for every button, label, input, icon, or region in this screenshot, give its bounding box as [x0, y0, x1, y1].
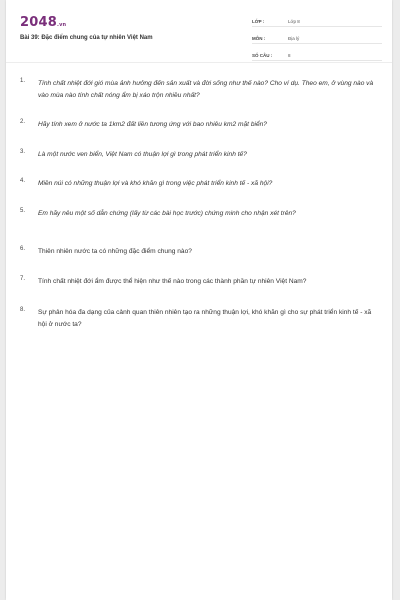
question-item	[20, 246, 380, 258]
question-text: Thiên nhiên nước ta có những đặc điểm chung nào?	[38, 248, 192, 255]
question-item	[20, 208, 380, 220]
question-text: Hãy tính xem ở nước ta 1km2 đất liền tương ứng với bao nhiêu km2 mặt biển?	[38, 121, 267, 128]
question-text: Sự phân hóa đa dạng của cảnh quan thiên nhiên tạo ra những thuận lợi, khó khăn gì cho sự phát triển kinh tế - xã hội ở nước ta?	[38, 309, 372, 328]
question-number: 2.	[20, 119, 26, 125]
logo-suffix: .vn	[56, 22, 67, 28]
question-number: 3.	[20, 148, 26, 155]
question-text: Em hãy nêu một số dẫn chứng (lấy từ các bài học trước) chứng minh cho nhận xét trên?	[38, 209, 296, 217]
meta-label-class: LỚP :	[252, 19, 265, 24]
question-item	[20, 276, 380, 288]
meta-label-count: SỐ CÂU :	[252, 53, 273, 58]
question-text: Tính chất nhiệt đới gió mùa ảnh hưởng đến sản xuất và đời sống như thế nào? Cho ví dụ. Theo em, ở vùng nào và vào mùa nào tính chất nóng ẩm bị xáo trộn nhiều nhất?	[38, 80, 374, 99]
question-number: 6.	[20, 246, 26, 252]
question-number: 5.	[20, 207, 26, 214]
lesson-title: Bài 39: Đặc điểm chung của tự nhiên Việt Nam	[20, 35, 153, 41]
meta-row-class	[252, 14, 382, 27]
question-number: 4.	[20, 178, 26, 184]
question-item	[20, 307, 380, 330]
question-list	[20, 78, 380, 330]
question-text: Tính chất nhiệt đới ẩm được thể hiện như thế nào trong các thành phần tự nhiên Việt Nam?	[38, 277, 307, 285]
site-logo[interactable]	[20, 15, 66, 30]
question-number: 7.	[20, 275, 26, 282]
question-item	[20, 178, 380, 190]
question-item	[20, 78, 380, 101]
logo-main: 2048	[20, 15, 57, 30]
meta-value-subject: Địa lý	[288, 36, 300, 41]
question-text: Là một nước ven biển, Việt Nam có thuận lợi gì trong phát triển kinh tế?	[38, 150, 247, 158]
worksheet-header	[6, 0, 392, 63]
meta-label-subject: MÔN :	[252, 36, 266, 41]
worksheet-page	[6, 0, 392, 600]
question-number: 8.	[20, 307, 26, 313]
question-text: Miền núi có những thuận lợi và khó khăn gì trong việc phát triển kinh tế - xã hội?	[38, 180, 273, 187]
meta-value-class: Lớp 8	[288, 19, 300, 24]
meta-row-subject	[252, 31, 382, 44]
question-item	[20, 119, 380, 131]
question-item	[20, 149, 380, 161]
meta-value-count: 8	[288, 53, 291, 58]
question-number: 1.	[20, 78, 26, 84]
meta-info	[252, 14, 382, 65]
meta-row-count	[252, 48, 382, 61]
